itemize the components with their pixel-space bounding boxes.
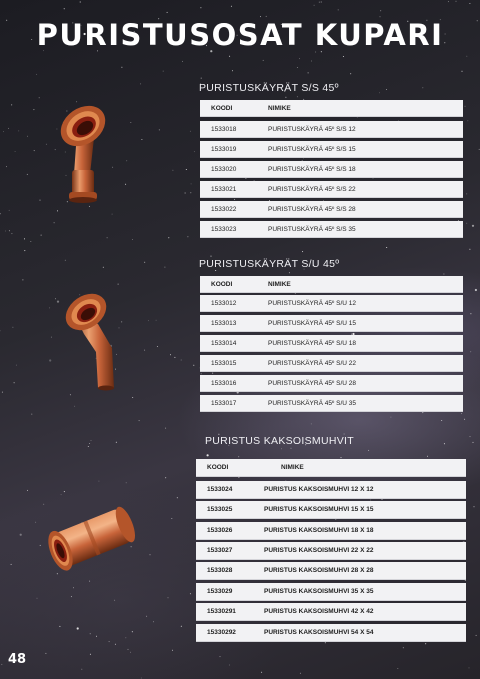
header-name: NIMIKE [268,281,291,288]
table-row [200,201,463,218]
header-name: NIMIKE [281,464,304,471]
elbow-su-45-image [58,288,128,396]
row-name: PURISTUS KAKSOISMUHVI 22 X 22 [264,547,374,554]
table-row [196,481,466,499]
table-row [196,542,466,560]
row-code: 1533026 [207,527,233,534]
table-row [200,375,463,392]
table-row [200,161,463,178]
elbow-ss-45-image [48,100,128,210]
table-row [200,221,463,238]
row-code: 1533029 [207,588,233,595]
row-name: PURISTUSKÄYRÄ 45º S/S 18 [268,166,356,173]
row-name: PURISTUS KAKSOISMUHVI 28 X 28 [264,567,374,574]
row-name: PURISTUS KAKSOISMUHVI 15 X 15 [264,506,374,513]
row-code: 1533018 [211,126,237,133]
row-name: PURISTUSKÄYRÄ 45º S/U 15 [268,320,356,327]
section-title-ss-elbows: PURISTUSKÄYRÄT S/S 45º [199,82,339,94]
table-row [200,141,463,158]
coupling-image [40,498,144,578]
table-row [200,121,463,138]
page-number: 48 [8,652,27,667]
section-title-couplings: PURISTUS KAKSOISMUHVIT [205,435,354,447]
row-code: 15330292 [207,629,236,636]
table-row [200,335,463,352]
header-code: KOODI [211,105,233,112]
row-name: PURISTUS KAKSOISMUHVI 12 X 12 [264,486,374,493]
table-row [196,501,466,519]
table-header [200,276,463,293]
table-row [196,562,466,580]
table-row [196,624,466,642]
header-code: KOODI [211,281,233,288]
row-code: 1533012 [211,300,237,307]
row-name: PURISTUSKÄYRÄ 45º S/U 28 [268,380,356,387]
table-row [200,315,463,332]
row-code: 1533014 [211,340,237,347]
row-code: 1533023 [211,226,237,233]
row-code: 1533013 [211,320,237,327]
header-name: NIMIKE [268,105,291,112]
table-row [196,522,466,540]
row-name: PURISTUS KAKSOISMUHVI 35 X 35 [264,588,374,595]
row-name: PURISTUSKÄYRÄ 45º S/U 22 [268,360,356,367]
row-name: PURISTUSKÄYRÄ 45º S/U 18 [268,340,356,347]
row-name: PURISTUSKÄYRÄ 45º S/U 12 [268,300,356,307]
row-code: 1533025 [207,506,233,513]
row-name: PURISTUSKÄYRÄ 45º S/S 22 [268,186,356,193]
row-code: 1533021 [211,186,237,193]
row-name: PURISTUSKÄYRÄ 45º S/U 35 [268,400,356,407]
row-code: 1533027 [207,547,233,554]
row-name: PURISTUS KAKSOISMUHVI 54 X 54 [264,629,374,636]
row-name: PURISTUS KAKSOISMUHVI 42 X 42 [264,608,374,615]
table-row [200,355,463,372]
row-code: 1533024 [207,486,233,493]
table-row [200,395,463,412]
row-code: 1533020 [211,166,237,173]
table-header [200,100,463,117]
table-row [196,583,466,601]
row-code: 1533017 [211,400,237,407]
row-code: 1533019 [211,146,237,153]
row-name: PURISTUSKÄYRÄ 45º S/S 15 [268,146,356,153]
table-row [196,603,466,621]
row-code: 1533022 [211,206,237,213]
row-code: 15330291 [207,608,236,615]
row-name: PURISTUSKÄYRÄ 45º S/S 35 [268,226,356,233]
row-name: PURISTUS KAKSOISMUHVI 18 X 18 [264,527,374,534]
row-name: PURISTUSKÄYRÄ 45º S/S 28 [268,206,356,213]
row-code: 1533016 [211,380,237,387]
table-header [196,459,466,477]
row-code: 1533015 [211,360,237,367]
section-title-su-elbows: PURISTUSKÄYRÄT S/U 45º [199,258,340,270]
page-title: PURISTUSOSAT KUPARI [36,18,444,52]
row-code: 1533028 [207,567,233,574]
table-row [200,181,463,198]
header-code: KOODI [207,464,229,471]
row-name: PURISTUSKÄYRÄ 45º S/S 12 [268,126,356,133]
table-row [200,295,463,312]
